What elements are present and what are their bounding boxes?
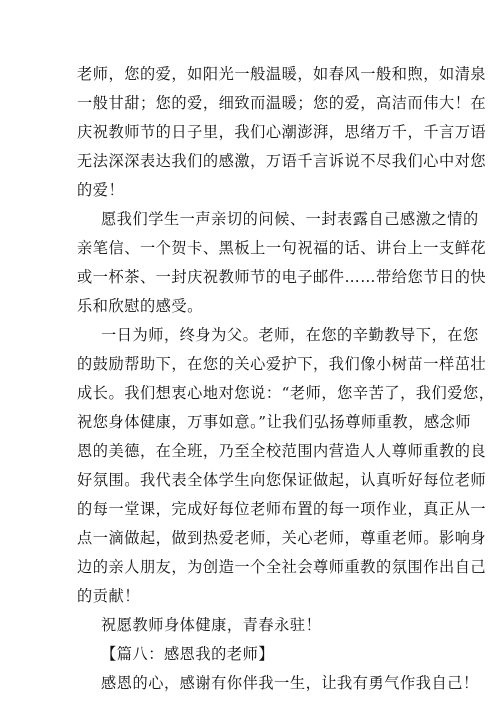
text-line: 好氛围。我代表全体学生向您保证做起，认真听好每位老师 xyxy=(77,471,487,489)
text-line: 祝您身体健康，万事如意。”让我们弘扬尊师重教，感念师 xyxy=(77,413,472,431)
text-line: 亲笔信、一个贺卡、黑板上一句祝福的话、讲台上一支鲜花 xyxy=(77,239,487,257)
section-heading: 【篇八：感恩我的老师】 xyxy=(101,645,275,663)
text-line: 乐和欣慰的感受。 xyxy=(77,297,203,315)
text-line: 或一杯茶、一封庆祝教师节的电子邮件……带给您节日的快 xyxy=(77,268,487,286)
text-line: 的鼓励帮助下，在您的关心爱护下，我们像小树苗一样茁壮 xyxy=(77,355,487,373)
text-line: 的爱！ xyxy=(77,181,125,199)
text-line: 的贡献！ xyxy=(77,587,140,605)
text-line: 一般甘甜；您的爱，细致而温暖；您的爱，高洁而伟大！在 xyxy=(77,94,487,112)
text-line: 边的亲人朋友，为创造一个全社会尊师重教的氛围作出自己 xyxy=(77,558,487,576)
paragraph-first-line: 愿我们学生一声亲切的问候、一封表露自己感激之情的 xyxy=(101,210,479,228)
text-line: 老师，您的爱，如阳光一般温暖，如春风一般和煦，如清泉 xyxy=(77,65,487,83)
text-line: 恩的美德，在全班，乃至全校范围内营造人人尊师重教的良 xyxy=(77,442,487,460)
paragraph-first-line: 一日为师，终身为父。老师，在您的辛勤教导下，在您 xyxy=(101,326,479,344)
text-line: 的每一堂课，完成好每位老师布置的每一项作业，真正从一 xyxy=(77,500,487,518)
text-line: 成长。我们想衷心地对您说：“老师，您辛苦了，我们爱您， xyxy=(77,384,495,402)
text-line: 无法深深表达我们的感激，万语千言诉说不尽我们心中对您 xyxy=(77,152,487,170)
paragraph-first-line: 感恩的心，感谢有你伴我一生，让我有勇气作我自己！ xyxy=(101,674,479,692)
text-line: 庆祝教师节的日子里，我们心潮澎湃，思绪万千，千言万语 xyxy=(77,123,487,141)
text-line: 点一滴做起，做到热爱老师，关心老师，尊重老师。影响身 xyxy=(77,529,487,547)
blessing-line: 祝愿教师身体健康，青春永驻！ xyxy=(101,616,322,634)
